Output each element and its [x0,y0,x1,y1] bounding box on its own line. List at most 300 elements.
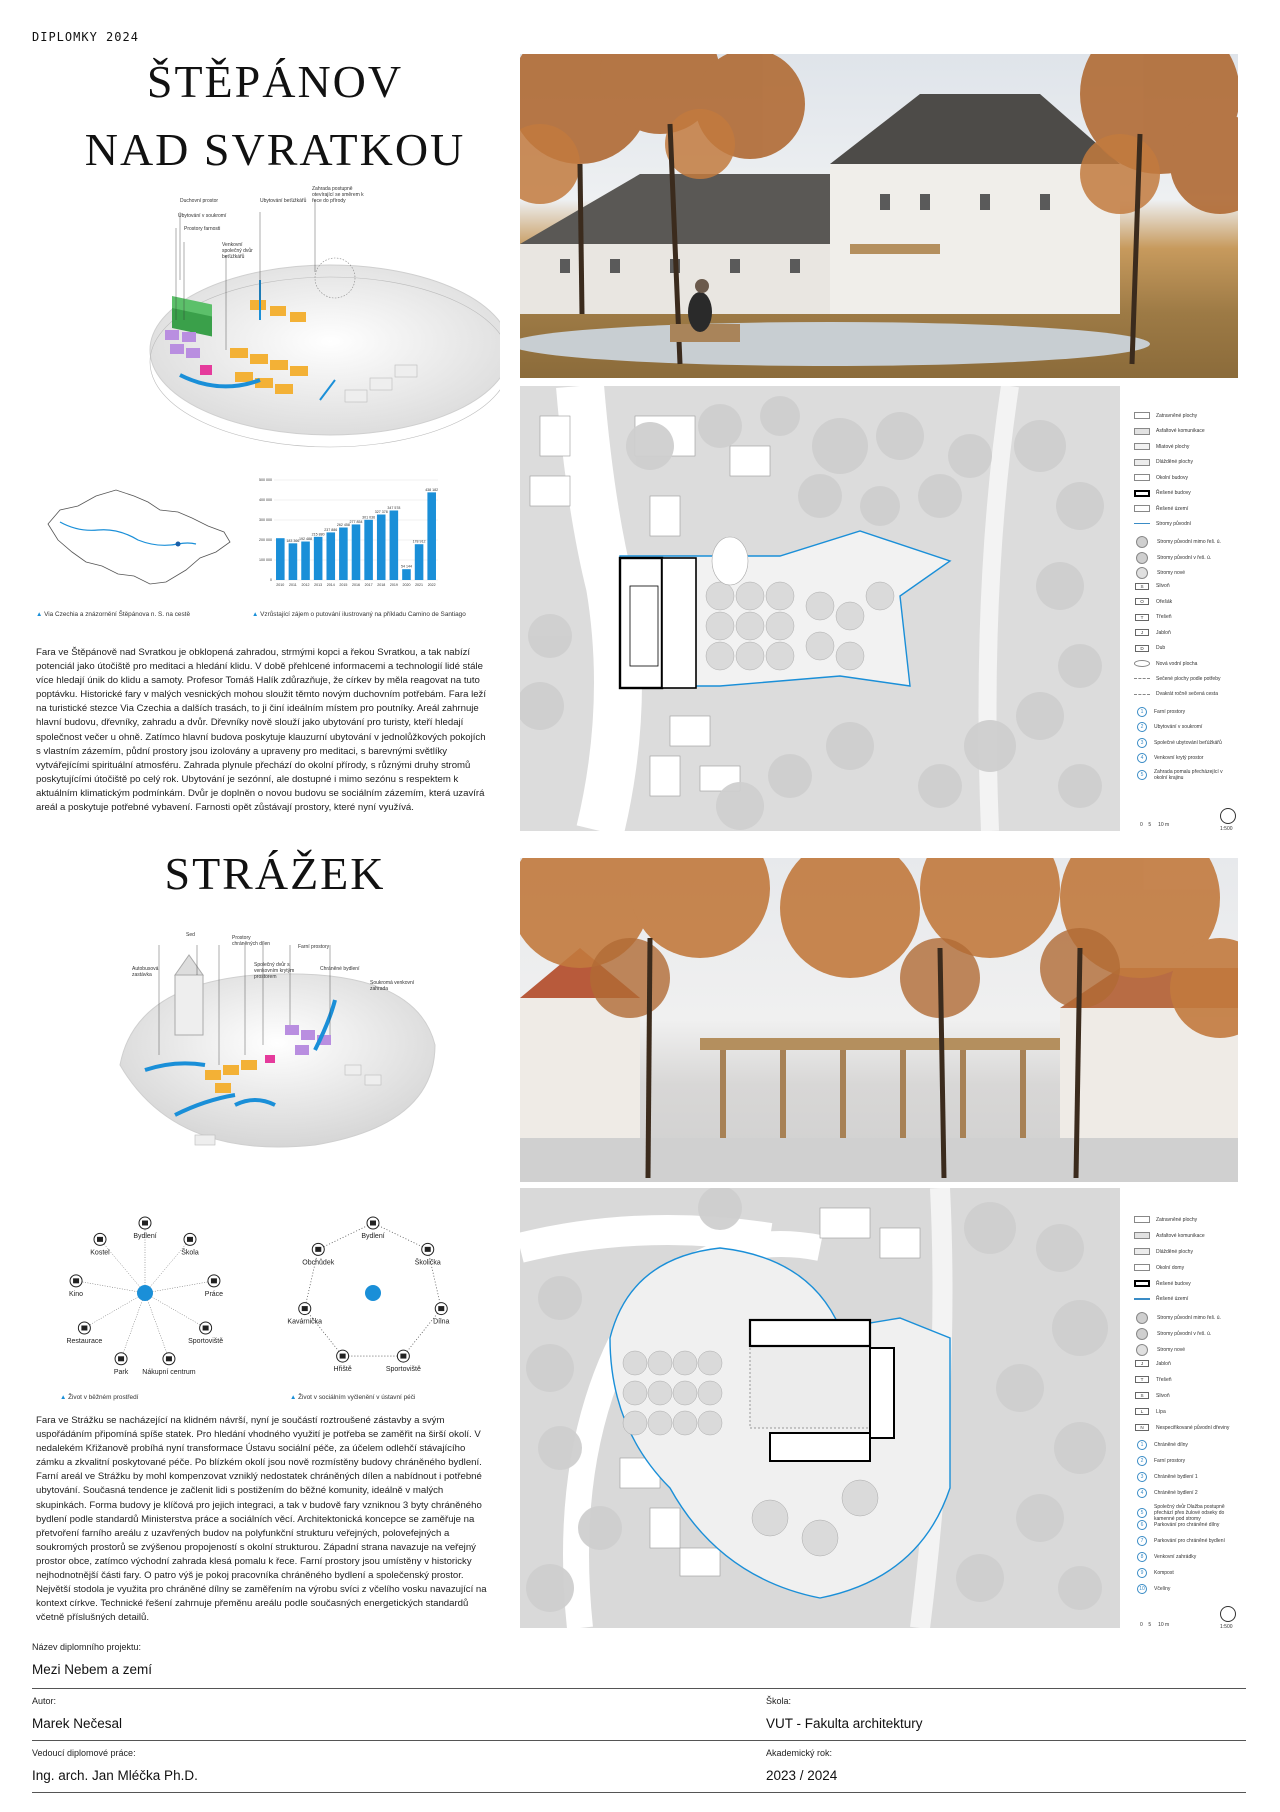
network-link [145,1239,190,1293]
tree-canopy [1052,1300,1108,1356]
bar-data-label: 192 488 [299,537,313,542]
legend-number-icon: 9 [1137,1568,1147,1578]
legend-building-icon [1134,490,1150,497]
plan2-scale-1: 5 [1148,1622,1152,1628]
tree-canopy [798,474,842,518]
author-label: Autor: [32,1696,57,1706]
legend-label: Lípa [1156,1408,1166,1415]
legend-code-icon: J [1135,1360,1149,1367]
stepanov-axonometric-diagram [120,200,500,460]
legend-number-icon: 5 [1137,770,1147,780]
bar-2014 [326,532,335,580]
plan1-scale-ratio: 1:500 [1220,826,1233,832]
legend-item [1134,1344,1244,1356]
place-icon-glyph [400,1354,406,1359]
legend-item [1134,1568,1244,1578]
x-tick-label: 2013 [314,583,323,587]
x-tick-label: 2015 [339,583,348,587]
network-node-label: Bydlení [361,1233,385,1240]
north-arrow-icon-2 [1220,1606,1236,1622]
x-tick-label: 2017 [364,583,373,587]
tree-canopy [528,614,572,658]
x-tick-label: 2014 [326,583,335,587]
diagram2-label-1: Autobusová zastávka [132,966,159,978]
x-tick-label: 2022 [427,583,436,587]
section1-title-line2: NAD SVRATKOU [84,124,466,175]
place-icon-glyph [211,1278,217,1283]
chart-caption: ▲ Vzrůstající zájem o putování ilustrovaný na příkladu Camino de Santiago [252,611,466,618]
network-node-label: Školička [414,1259,441,1267]
legend-swatch-icon [1134,428,1150,435]
legend-number-icon: 3 [1137,1472,1147,1482]
legend-item [1134,1360,1244,1367]
person-face-icon [365,1285,381,1301]
strazek-courtyard-render [520,858,1238,1182]
legend-label: Jabloň [1156,1360,1171,1367]
legend-tree-icon [1136,536,1148,548]
network-link [145,1281,214,1293]
north-arrow-icon [1220,808,1236,824]
tree-canopy [996,1364,1044,1412]
legend-label: Dvakrát ročně sečená cesta [1156,691,1218,697]
legend-label: Parkování pro chráněné dílny [1154,1522,1220,1528]
legend-item [1134,552,1244,564]
tree-canopy [964,1202,1016,1254]
legend-number-icon: 2 [1137,722,1147,732]
bar-data-label: 277 854 [349,519,363,524]
stepanov-site-plan [520,386,1120,831]
legend-label: Venkovní krytý prostor [1154,755,1204,761]
bar-data-label: 54 144 [400,564,412,569]
y-tick-label: 0 [270,578,272,583]
legend-code-icon: D [1135,645,1149,652]
legend-dash-icon [1134,694,1150,695]
tree-canopy [578,1506,622,1550]
plan1-scale-2: 10 m [1158,822,1170,828]
network-node-label: Kino [69,1290,84,1298]
legend-item [1134,490,1244,497]
y-tick-label: 500 000 [259,478,272,483]
legend-item [1134,474,1244,481]
bar-2021 [415,544,424,580]
diagram2-label-5: Chráněné bydlení [320,966,360,972]
legend-item [1134,536,1244,548]
project-label: Název diplomního projektu: [32,1642,142,1652]
bar-2013 [314,537,323,580]
legend-label: Asfaltové komunikace [1156,428,1205,434]
legend-item [1134,1248,1244,1255]
supervisor-value: Ing. arch. Jan Mléčka Ph.D. [32,1768,198,1783]
header-label: DIPLOMKY 2024 [32,30,139,44]
tree-canopy [1014,420,1066,472]
x-tick-label: 2010 [276,583,285,587]
legend-item [1134,645,1244,652]
legend-label: Stromy původní [1156,520,1192,527]
place-icon-glyph [340,1354,346,1359]
place-icon-glyph [203,1326,209,1331]
school-label: Škola: [766,1696,792,1706]
legend-label: Stromy původní v řeš. ú. [1157,1331,1212,1337]
bar-2020 [402,569,411,580]
network2-caption-text: Život v sociálním vyčlenění v ústavní péči [298,1394,416,1401]
network-link [76,1281,145,1293]
legend-label: Zatravněné plochy [1156,1216,1198,1223]
network-node-label: Bydlení [133,1233,157,1240]
legend-label: Stromy nové [1157,570,1186,576]
x-tick-label: 2012 [301,583,310,587]
legend-item [1134,1536,1244,1546]
x-tick-label: 2018 [377,583,386,587]
tree-canopy [1058,1566,1102,1610]
section1-body-text: Fara ve Štěpánově nad Svratkou je obklopená zahradou, strmými kopci a řekou Svratkou, a tak nabízí potenciál jako útočiště pro meditaci a hledání klidu. V době přehlcené informacemi a technologií lidé stále více hledají únik do klidu a samoty. Profesor Tomáš Halík zdůrazňuje, že církev by měla reagovat na tuto poptávku. Historické fary v malých vesnických mohou sloužit těmto novým duchovním potřebám. Fara leží na turistické stezce Via Czechia a dalších trasách, to ji činí ideálním místem pro poutníky. Areál zahrnuje hlavní budovu, dřevníky, zahradu a dvůr. Dřevníky nově slouží jako ubytování pro turisty, kteří hledají společnost večer u ohně. Zatímco hlavní budova poskytuje klauzurní ubytování v jednolůžkových pokojích s vlastním zázemím, půdní prostory jsou izolovány a upraveny pro meditaci, s barevnými světlíky vytvářejícími spirituální atmosféru. Zahrada plynule přechází do okolní přírody, s různými druhy stromů poskytujícími útočiště po celý rok. Ubytování je sezónní, ale dostupné i mimo sezónu s respektem k aktuálním klimatickým podmínkám. Dvůr je doplněn o novou budovu se sociálním zázemím, která uzavírá areál a poskytuje potřebné vybavení. Farnosti opět zůstávají prostory, které nyní využívá. [36,647,487,814]
legend-label: Slivoň [1156,1392,1170,1399]
legend-item [1134,722,1244,732]
tree-canopy [876,412,924,460]
plan1-scale [1140,822,1169,828]
legend-item [1134,1440,1244,1450]
legend-label: Asfaltové komunikace [1156,1232,1205,1239]
legend-swatch-icon [1134,505,1150,512]
legend-item [1134,1216,1244,1223]
network-normal-life [40,1200,250,1390]
network-node-label: Restaurace [66,1338,103,1345]
legend-item [1134,753,1244,763]
place-icon-glyph [370,1221,376,1226]
tree-canopy [526,1564,574,1612]
legend-number-icon: 1 [1137,707,1147,717]
y-tick-label: 400 000 [259,498,272,503]
legend-label: Třešeň [1156,1376,1172,1383]
legend-tree-icon [1136,567,1148,579]
network-node-label: Sportoviště [188,1338,224,1345]
tree-canopy [826,722,874,770]
legend-item [1134,443,1244,450]
bar-data-label: 237 886 [324,527,338,532]
legend-item [1134,412,1244,419]
x-tick-label: 2016 [352,583,360,587]
legend-number-icon: 3 [1137,738,1147,748]
legend-item [1134,1456,1244,1466]
place-icon-glyph [438,1306,444,1311]
legend-label: Dub [1156,645,1166,651]
legend-code-icon: T [1135,614,1149,621]
diagram1-label-3: Venkovní společný dvůr beťúžkářů [222,242,253,260]
legend-label: Třešeň [1156,614,1172,620]
legend-item [1134,1552,1244,1562]
legend-label: Řešené budovy [1156,490,1191,496]
legend-label: Mlatové plochy [1156,443,1190,450]
legend-item [1134,521,1244,527]
legend-label: Jabloň [1156,629,1171,636]
network-link [305,1249,319,1308]
network-node-label: Kostel [90,1249,110,1257]
legend-label: Okolní domy [1156,1264,1185,1271]
y-tick-label: 300 000 [259,518,272,523]
bar-data-label: 215 880 [311,532,325,537]
tree-canopy [538,1276,582,1320]
legend-number-icon: 2 [1137,1456,1147,1466]
network2-caption: ▲ Život v sociálním vyčlenění v ústavní péči [290,1394,416,1401]
legend-item [1134,738,1244,748]
plan2-scale-ratio: 1:500 [1220,1624,1233,1630]
network-institutional-life [268,1200,478,1390]
legend-code-icon: J [1135,629,1149,636]
legend-item [1134,1584,1244,1594]
bar-data-label: 178 912 [412,539,426,544]
place-icon-glyph [97,1237,103,1242]
tree-canopy [1058,764,1102,808]
network-link [145,1293,169,1359]
bar-data-label: 438 182 [425,487,439,492]
network-node-label: Práce [204,1290,224,1298]
legend-label: Farní prostory [1154,708,1186,715]
legend-label: Parkování pro chráněné bydlení [1154,1538,1225,1544]
diagram1-label-5: Zahrada postupně otevírající se směrem k řece do přírody [312,186,364,204]
legend-code-icon: T [1135,1376,1149,1383]
place-icon-glyph [142,1221,148,1226]
legend-item [1134,583,1244,590]
legend-label: Stromy původní v řeš. ú. [1157,554,1212,561]
network-link [84,1293,145,1328]
footer-divider-1 [32,1688,1246,1689]
bar-2012 [301,542,310,580]
bar-2017 [364,520,373,580]
bar-2011 [289,543,298,580]
legend-tree-icon [1136,1328,1148,1340]
bar-2022 [427,492,436,580]
legend-item [1134,428,1244,435]
legend-tree-icon [1136,1344,1148,1356]
school-value: VUT - Fakulta architektury [766,1716,923,1731]
place-icon-glyph [81,1326,87,1331]
x-tick-label: 2020 [402,583,411,587]
plan1-scale-0: 0 [1140,822,1143,828]
plan2-scale [1140,1622,1169,1628]
tree-canopy [526,1344,574,1392]
legend-label: Ořešák [1156,598,1173,605]
tree-canopy [918,764,962,808]
network-node-label: Obchůdek [302,1259,335,1267]
tree-canopy [698,404,742,448]
plan1-scale-1: 5 [1148,822,1152,828]
plan2-scale-2: 10 m [1158,1622,1170,1628]
diagram1-label-0: Duchovní prostor [180,198,219,204]
legend-item [1134,1520,1244,1530]
place-icon-glyph [118,1356,124,1361]
legend-number-icon: 5 [1137,1508,1147,1518]
network-node-label: Kavárnička [287,1318,323,1326]
place-icon-glyph [302,1306,308,1311]
legend-label: Dlážděné plochy [1156,1248,1193,1255]
tree-canopy [1036,562,1084,610]
tree-canopy [1058,644,1102,688]
legend-swatch-icon [1134,1248,1150,1255]
legend-number-icon: 8 [1137,1552,1147,1562]
legend-swatch-icon [1134,1232,1150,1239]
legend-item [1134,691,1244,697]
legend-label: Společné ubytování beťúžkářů [1154,739,1222,746]
tree-canopy [626,422,674,470]
legend-building-icon [1134,1280,1150,1287]
plan1-legend [1134,412,1244,792]
legend-label: Venkovní zahrádky [1154,1554,1197,1560]
legend-label: Stromy původní mimo řeš. ú. [1157,539,1221,545]
legend-swatch-icon [1134,1216,1150,1223]
legend-label: Řešené území [1156,1296,1189,1302]
tree-canopy [860,486,900,526]
legend-code-icon: O [1135,598,1149,605]
legend-swatch-icon [1134,459,1150,466]
tree-canopy [716,782,764,830]
legend-label: Chráněné bydlení 1 [1154,1474,1198,1480]
section2-body-text: Fara ve Strážku se nacházející na klidném návrší, nyní je součástí roztroušené zástavby a svým uspořádáním připomíná spíše statek. Pro hledání vhodného využití je potřeba se zaměřit na širší okolí. V nedalekém Křižanově probíhá nyní transformace Ústavu sociální péče, za účelem odlehčí stávajícího zámku a zkvalitní poskytované péče. Po blízkém okolí jsou nově rozmístěny budovy chráněného bydlení. Farní areál ve Strážku by mohl kompenzovat vzniklý nedostatek chráněných dílen a nabídnout i potřebné ubytování. Současná tendence je začlenit lidi s postižením do běžné komunity, ideálně v malých skupinkách. Forma budovy je klíčová pro jejich integraci, a tak v budově fary vzniknou 3 byty chráněného bydlení podle standardů Ministerstva práce a sociálních věcí. Architektonická koncepce se zaměřuje na přetvoření farního areálu z uzavřených budov na polyfunkční strukturu veřejných, polovefejných a soukromých prostorů se zvýšenou propojeností s okolní strukturou. Západní strana navazuje na veřejný prostor obce, zatímco východní zahrada klesá pomalu k řece. Farní prostory jsou umístěny v historicky nejhodnotnější části fary. O patro výš je pokoj pracovníka chráněného bydlení a společenský prostor. Největší stodola je využita pro chráněné dílny se zaměřením na výrobu svíci z včelího vosku navazující na kontext církve. Technické řešení zahrnuje přeměnu areálu podle současných energetických standardů včetně příslušných detailů. [36,1415,487,1624]
legend-label: Okolní budovy [1156,474,1188,481]
bar-data-label: 327 378 [374,510,388,515]
diagram1-label-1: Ubytování v soukromí [178,213,227,219]
legend-item [1134,567,1244,579]
diagram2-label-3: Společný dvůr s venkovním krytým prostorem [254,962,295,980]
tree-canopy [768,754,812,798]
legend-item [1134,1280,1244,1287]
map-caption-text: Via Czechia a znázornění Štěpánova n. S. na cestě [44,611,191,618]
legend-number-icon: 4 [1137,1488,1147,1498]
legend-tree-icon [1136,552,1148,564]
legend-label: Zatravněné plochy [1156,412,1198,419]
tree-canopy [1036,1224,1084,1272]
camino-bar-chart [252,470,442,594]
legend-item [1134,1264,1244,1271]
legend-item [1134,629,1244,636]
bar-data-label: 262 458 [336,523,350,528]
legend-label: Chráněné bydlení 2 [1154,1490,1198,1496]
year-label: Akademický rok: [766,1748,833,1758]
supervisor-label: Vedoucí diplomové práce: [32,1748,136,1758]
tree-canopy [1016,1494,1064,1542]
stepanov-garden-render [520,54,1238,378]
legend-item [1134,1328,1244,1340]
legend-swatch-icon [1134,443,1150,450]
tree-canopy [538,1426,582,1470]
legend-label: Stromy nové [1157,1347,1186,1353]
person-face-icon [137,1285,153,1301]
legend-label: Dlážděné plochy [1156,459,1193,465]
diagram2-label-2: Prostory chráněných dílen [232,935,271,947]
legend-code-icon: N [1135,1424,1149,1431]
legend-label: Sečené plochy podle potřeby [1156,675,1221,682]
y-tick-label: 100 000 [259,558,272,563]
section2-title: STRÁŽEK [164,848,386,899]
section1-title-line1: ŠTĚPÁNOV [146,56,404,107]
legend-number-icon: 7 [1137,1536,1147,1546]
legend-code-icon: S [1135,1392,1149,1399]
author-value: Marek Nečesal [32,1716,123,1731]
year-value: 2023 / 2024 [766,1768,838,1783]
network-node-label: Sportoviště [385,1366,421,1374]
legend-item [1134,707,1244,717]
legend-label: Společný dvůr Dlažba postupně přechází přes žulové odseky do kamenné pod stromy [1154,1504,1225,1522]
map-caption: ▲ Via Czechia a znázornění Štěpánova n. S. na cestě [36,611,191,618]
bar-2010 [276,538,285,580]
legend-dash-icon [1134,678,1150,679]
network-link [145,1293,206,1328]
legend-number-icon: 4 [1137,753,1147,763]
legend-label: Farní prostory [1154,1458,1186,1464]
network-node-label: Hřiště [333,1366,352,1374]
place-icon-glyph [73,1278,79,1283]
legend-swatch-icon [1134,474,1150,481]
y-tick-label: 200 000 [259,538,272,543]
network1-caption-text: Život v běžném prostředí [68,1394,139,1401]
legend-label: Včelíny [1154,1586,1171,1592]
legend-label: Řešené území [1156,505,1189,512]
project-value: Mezi Nebem a zemí [32,1662,153,1677]
network-node-label: Park [113,1368,129,1376]
legend-item [1134,676,1244,682]
plan2-legend [1134,1216,1244,1616]
tree-canopy [698,1188,742,1230]
plan2-scale-0: 0 [1140,1622,1143,1628]
legend-number-icon: 1 [1137,1440,1147,1450]
footer-divider-2 [32,1740,1246,1741]
network-node-label: Dílna [433,1318,450,1326]
legend-item [1134,769,1244,781]
legend-label: Kompost [1154,1570,1174,1576]
legend-item [1134,1472,1244,1482]
legend-item [1134,505,1244,512]
legend-label: Nespecifikované původní dřeviny [1156,1424,1230,1431]
legend-item [1134,1296,1244,1302]
legend-label: Chráněné dílny [1154,1442,1188,1448]
legend-number-icon: 6 [1137,1520,1147,1530]
x-tick-label: 2021 [415,583,424,587]
strazek-site-plan [520,1188,1120,1628]
diagram2-label-4: Farní prostory [298,944,330,950]
tree-canopy [948,434,992,478]
tree-canopy [812,418,868,474]
legend-swatch-icon [1134,1264,1150,1271]
tree-canopy [1056,482,1104,530]
place-icon-glyph [187,1237,193,1242]
legend-code-icon: S [1135,583,1149,590]
legend-line-icon [1134,523,1150,525]
legend-item [1134,459,1244,466]
czech-map [38,466,238,596]
bar-2015 [339,528,348,580]
network-node-label: Škola [181,1249,199,1257]
x-tick-label: 2011 [289,583,297,587]
legend-label: Zahrada pomalu přecházející v okolní krajinu [1154,768,1223,781]
diagram2-label-0: Sed [186,932,195,938]
x-tick-label: 2019 [389,583,398,587]
legend-item [1134,598,1244,605]
bar-2019 [390,510,399,580]
legend-item [1134,614,1244,621]
footer-divider-3 [32,1792,1246,1793]
legend-item [1134,1392,1244,1399]
place-icon-glyph [425,1247,431,1252]
bar-data-label: 183 366 [286,538,300,543]
tree-canopy [956,1554,1004,1602]
tree-canopy [760,396,800,436]
network-node-label: Nákupní centrum [142,1368,196,1376]
place-icon-glyph [315,1247,321,1252]
chart-caption-text: Vzrůstající zájem o putování ilustrovaný na příkladu Camino de Santiago [260,611,466,618]
legend-tree-icon [1136,1312,1148,1324]
legend-code-icon: L [1135,1408,1149,1415]
legend-label: Nová vodní plocha [1156,660,1198,667]
diagram2-label-6: Soukromá venkovní zahrada [370,980,415,992]
bar-2018 [377,515,386,580]
